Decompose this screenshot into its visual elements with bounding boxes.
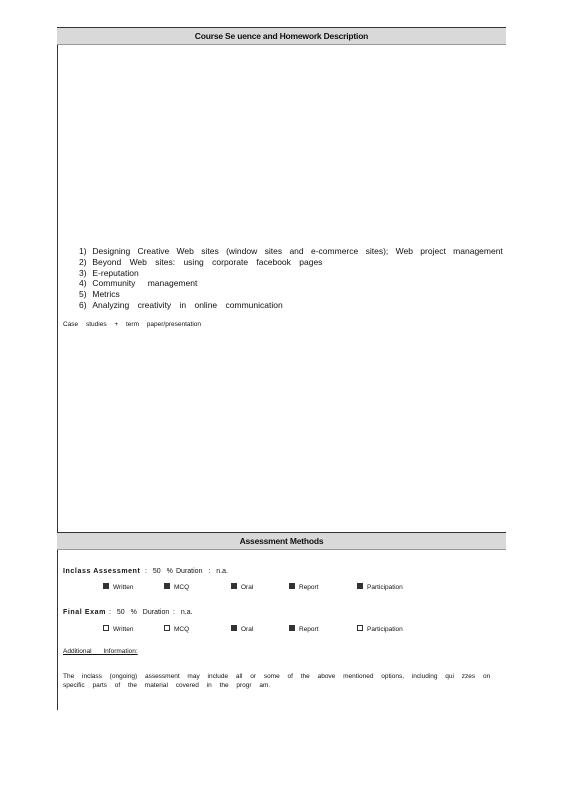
- inclass-option-mcq[interactable]: MCQ: [164, 584, 189, 591]
- left-border-line: [57, 27, 58, 710]
- final-option-report[interactable]: Report: [289, 626, 319, 633]
- checkbox-icon[interactable]: [103, 625, 109, 631]
- checkbox-icon[interactable]: [164, 583, 170, 589]
- case-studies-note: Case studies + term paper/presentation: [63, 321, 201, 328]
- checkbox-icon[interactable]: [231, 583, 237, 589]
- inclass-option-written[interactable]: Written: [103, 584, 133, 591]
- inclass-percent: : 50 %: [145, 568, 173, 575]
- topic-item: 6) Analyzing creativity in online communication: [79, 299, 283, 310]
- topic-item: 1) Designing Creative Web sites (window sites and e-commerce sites); Web project management: [79, 246, 503, 256]
- topic-item: 3) E-reputation: [79, 267, 139, 278]
- final-option-written[interactable]: Written: [103, 626, 133, 633]
- inclass-option-participation[interactable]: Participation: [357, 584, 403, 591]
- topic-item: 2) Beyond Web sites: using corporate facebook pages: [79, 256, 323, 267]
- inclass-assessment-label: Inclass Assessment: [63, 568, 141, 575]
- assessment-methods-header: Assessment Methods: [57, 532, 506, 550]
- topic-list: [79, 246, 503, 311]
- checkbox-icon[interactable]: [357, 625, 363, 631]
- checkbox-icon[interactable]: [289, 583, 295, 589]
- checkbox-icon[interactable]: [103, 583, 109, 589]
- final-percent: : 50 % Duration: [109, 609, 170, 616]
- additional-information-text: The inclass (ongoing) assessment may include all or some of the above mentioned options, including qui zzes on specific parts of the material covered in the progr am.: [63, 673, 491, 689]
- inclass-option-report[interactable]: Report: [289, 584, 319, 591]
- final-exam-label: Final Exam: [63, 609, 106, 616]
- checkbox-icon[interactable]: [231, 625, 237, 631]
- checkbox-icon[interactable]: [164, 625, 170, 631]
- topic-item: 5) Metrics: [79, 289, 120, 300]
- inclass-option-oral[interactable]: Oral: [231, 584, 253, 591]
- final-duration: : n.a.: [173, 609, 193, 616]
- final-option-participation[interactable]: Participation: [357, 626, 403, 633]
- final-option-oral[interactable]: Oral: [231, 626, 253, 633]
- additional-information-label: Additional Information:: [63, 648, 138, 655]
- checkbox-icon[interactable]: [357, 583, 363, 589]
- inclass-duration: Duration : n.a.: [176, 568, 228, 575]
- course-sequence-header: Course Se uence and Homework Description: [57, 27, 506, 45]
- final-option-mcq[interactable]: MCQ: [164, 626, 189, 633]
- topic-item: 4) Community management: [79, 278, 198, 289]
- checkbox-icon[interactable]: [289, 625, 295, 631]
